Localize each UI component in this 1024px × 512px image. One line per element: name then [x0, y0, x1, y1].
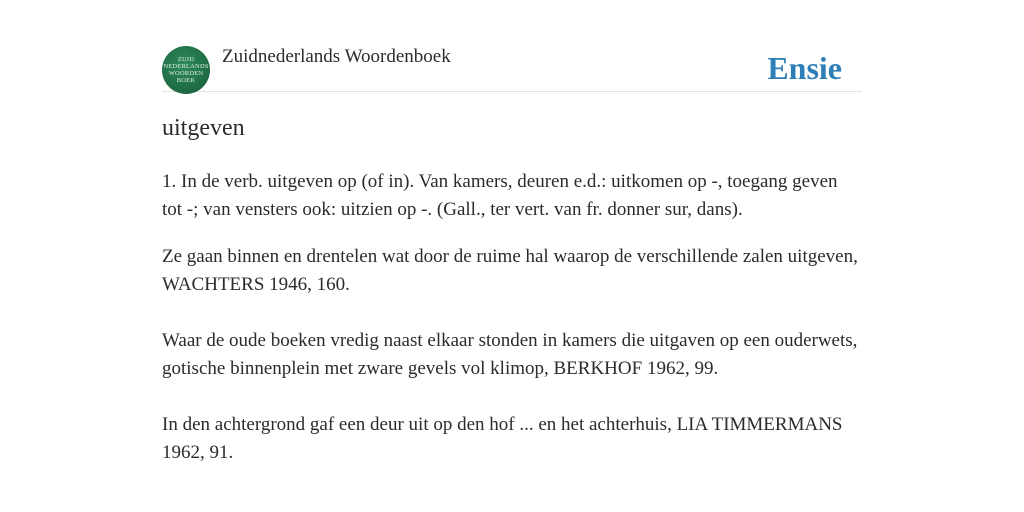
site-header: [162, 44, 862, 92]
dictionary-title-link[interactable]: Zuidnederlands Woordenboek: [222, 46, 451, 67]
ensie-brand-link[interactable]: Ensie: [767, 50, 842, 86]
definition: 1. In de verb. uitgeven op (of in). Van kamers, deuren e.d.: uitkomen op -, toegang geven tot -; van vensters ook: uitzien op -. (Gall., ter vert. van fr. donner sur, dans).: [162, 171, 838, 220]
logo-text-line: BOEK: [176, 77, 196, 84]
logo-text-line: NEDERLANDS: [163, 63, 209, 70]
example-quote: In den achtergrond gaf een deur uit op den hof ... en het achterhuis, LIA TIMMERMANS 1962, 91.: [162, 414, 843, 463]
logo-text-line: WOORDEN: [168, 70, 204, 77]
logo-text-line: ZUID: [177, 56, 195, 63]
entry-content: [162, 168, 862, 495]
example-quote: Waar de oude boeken vredig naast elkaar stonden in kamers die uitgaven op een ouderwets, gotische binnenplein met zware gevels vol klimop, BERKHOF 1962, 99.: [162, 330, 858, 379]
headword: uitgeven: [162, 115, 245, 141]
dictionary-logo[interactable]: [162, 46, 210, 94]
example-quote: Ze gaan binnen en drentelen wat door de ruime hal waarop de verschillende zalen uitgeven, WACHTERS 1946, 160.: [162, 246, 858, 295]
